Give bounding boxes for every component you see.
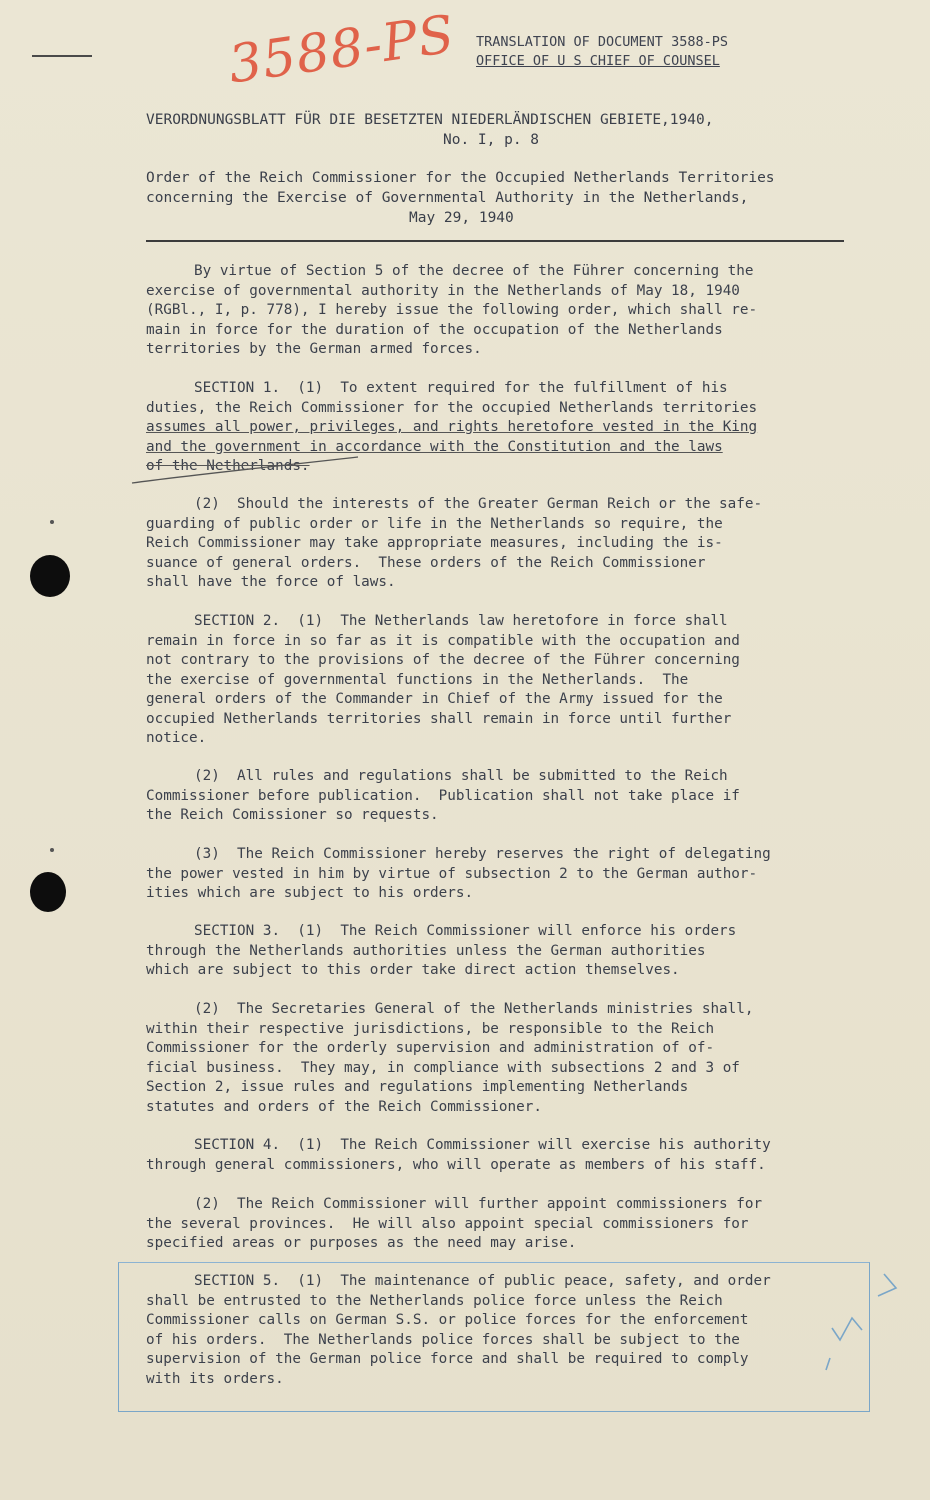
section-2-paragraph-1: [146, 612, 846, 749]
text-line: within their respective jurisdictions, be responsible to the Reich: [146, 1020, 715, 1037]
section-1-paragraph-2: [146, 495, 846, 593]
text-line: shall be entrusted to the Netherlands police force unless the Reich: [146, 1292, 723, 1309]
text-line: suance of general orders. These orders of the Reich Commissioner: [146, 554, 706, 571]
text-line: Commissioner for the orderly supervision and administration of of-: [146, 1040, 715, 1056]
text-line: the Reich Comissioner so requests.: [146, 807, 439, 823]
gazette-title: [146, 110, 846, 150]
margin-dot: [50, 848, 54, 852]
text-line: ficial business. They may, in compliance with subsections 2 and 3 of: [146, 1059, 740, 1076]
section-3-paragraph-2: [146, 1000, 846, 1117]
text-line: the exercise of governmental functions in the Netherlands. The: [146, 671, 689, 688]
text-line: of his orders. The Netherlands police forces shall be subject to the: [146, 1331, 740, 1348]
text-line: duties, the Reich Commissioner for the occupied Netherlands territories: [146, 399, 758, 416]
text-line: (RGBl., I, p. 778), I hereby issue the following order, which shall re-: [146, 302, 758, 318]
text-line: (2) The Reich Commissioner will further appoint commissioners for: [194, 1196, 763, 1212]
text-line: (2) All rules and regulations shall be submitted to the Reich: [194, 768, 728, 784]
text-line: specified areas or purposes as the need may arise.: [146, 1235, 577, 1251]
text-line: (3) The Reich Commissioner hereby reserves the right of delegating: [194, 846, 771, 862]
order-title-line-1: Order of the Reich Commissioner for the Occupied Netherlands Territories: [146, 170, 775, 186]
punch-hole: [30, 555, 70, 597]
text-line: SECTION 3. (1) The Reich Commissioner will enforce his orders: [194, 923, 737, 939]
text-line: SECTION 5. (1) The maintenance of public peace, safety, and order: [194, 1273, 771, 1289]
section-4-paragraph-2: [146, 1195, 846, 1254]
text-line: with its orders.: [146, 1370, 284, 1387]
title-divider: [146, 240, 844, 242]
text-line: notice.: [146, 730, 207, 746]
gazette-title-line-1: VERORDNUNGSBLATT FÜR DIE BESETZTEN NIEDERLÄNDISCHEN GEBIETE,1940,: [146, 112, 714, 128]
pencil-curve-mark: [130, 455, 360, 495]
order-title: [146, 168, 856, 228]
text-line: through general commissioners, who will operate as members of his staff.: [146, 1156, 766, 1173]
text-line: (2) The Secretaries General of the Netherlands ministries shall,: [194, 1001, 754, 1017]
text-line: the power vested in him by virtue of subsection 2 to the German author-: [146, 865, 758, 882]
text-line: of the Netherlands.: [146, 458, 310, 474]
text-line: Commissioner before publication. Publication shall not take place if: [146, 787, 740, 804]
section-2-paragraph-2: [146, 767, 846, 826]
text-line: general orders of the Commander in Chief of the Army issued for the: [146, 691, 723, 707]
text-line: (2) Should the interests of the Greater German Reich or the safe-: [194, 496, 763, 512]
text-line: statutes and orders of the Reich Commissioner.: [146, 1098, 542, 1115]
text-line: through the Netherlands authorities unless the German authorities: [146, 942, 706, 959]
preamble-paragraph: [146, 262, 846, 360]
text-line: remain in force in so far as it is compatible with the occupation and: [146, 632, 740, 649]
text-line: occupied Netherlands territories shall remain in force until further: [146, 710, 732, 727]
text-line: assumes all power, privileges, and rights heretofore vested in the King: [146, 419, 758, 435]
section-3-paragraph-1: [146, 922, 846, 981]
text-line: and the government in accordance with the Constitution and the laws: [146, 438, 723, 455]
translation-header: [476, 33, 728, 71]
text-line: Section 2, issue rules and regulations implementing Netherlands: [146, 1079, 689, 1095]
text-line: supervision of the German police force and shall be required to comply: [146, 1351, 749, 1367]
handwritten-document-number: 3588-PS: [224, 4, 459, 96]
header-line-2: OFFICE OF U S CHIEF OF COUNSEL: [476, 53, 720, 69]
text-line: SECTION 2. (1) The Netherlands law heretofore in force shall: [194, 613, 728, 629]
text-line: exercise of governmental authority in the Netherlands of May 18, 1940: [146, 282, 740, 299]
text-line: which are subject to this order take direct action themselves.: [146, 962, 680, 978]
text-line: the several provinces. He will also appoint special commissioners for: [146, 1215, 749, 1232]
pencil-highlight-box: [118, 1262, 870, 1412]
text-line: shall have the force of laws.: [146, 574, 396, 590]
punch-hole: [30, 872, 66, 912]
order-title-line-2: concerning the Exercise of Governmental Authority in the Netherlands,: [146, 190, 749, 206]
gazette-title-line-2: No. I, p. 8: [443, 132, 540, 148]
text-line: territories by the German armed forces.: [146, 341, 482, 357]
text-line: ities which are subject to his orders.: [146, 885, 474, 901]
margin-mark: [32, 55, 92, 57]
text-line: Commissioner calls on German S.S. or police forces for the enforcement: [146, 1312, 749, 1328]
text-line: SECTION 1. (1) To extent required for the fulfillment of his: [194, 380, 728, 396]
section-2-paragraph-3: [146, 845, 846, 904]
text-line: SECTION 4. (1) The Reich Commissioner will exercise his authority: [194, 1137, 771, 1153]
margin-dot: [50, 520, 54, 524]
pencil-margin-marks: [818, 1268, 898, 1378]
text-line: guarding of public order or life in the Netherlands so require, the: [146, 515, 723, 532]
order-date: May 29, 1940: [409, 210, 514, 226]
text-line: main in force for the duration of the occupation of the Netherlands: [146, 321, 723, 338]
header-line-1: TRANSLATION OF DOCUMENT 3588-PS: [476, 34, 728, 50]
text-line: By virtue of Section 5 of the decree of the Führer concerning the: [194, 263, 754, 279]
text-line: Reich Commissioner may take appropriate measures, including the is-: [146, 535, 723, 551]
text-line: not contrary to the provisions of the decree of the Führer concerning: [146, 652, 740, 668]
section-4-paragraph-1: [146, 1136, 846, 1175]
